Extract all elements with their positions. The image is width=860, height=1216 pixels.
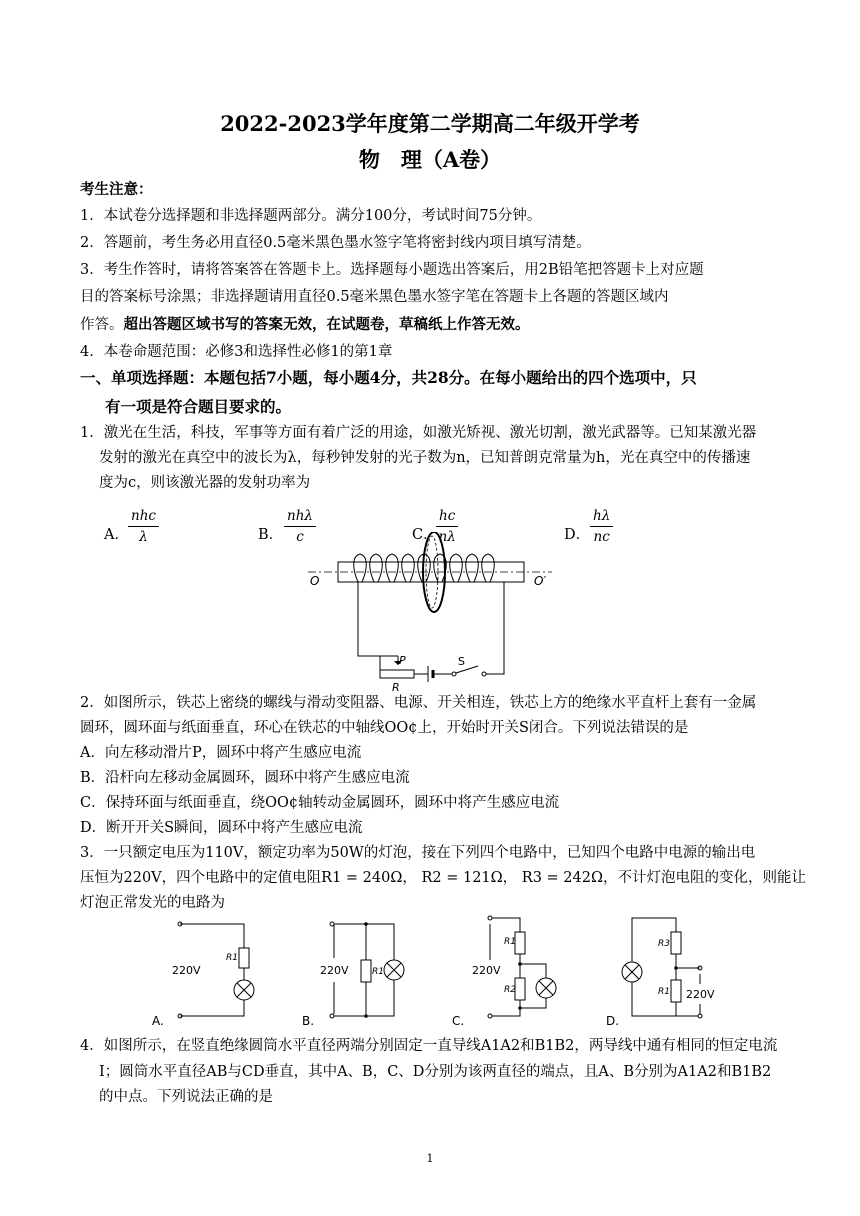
node — [364, 1014, 368, 1018]
node — [518, 962, 522, 966]
q1-option-b-num: nhλ — [284, 508, 316, 527]
q1-option-d-fraction — [590, 508, 613, 545]
q2-text-1: 2．如图所示，铁芯上密绕的螺线与滑动变阻器、电源、开关相连，铁芯上方的绝缘水平直杆上套有一金属 — [80, 695, 757, 711]
q3-text-2: 压恒为220V，四个电路中的定值电阻R1 = 240Ω， R2 = 121Ω， R3 = 242Ω，不计灯泡电阻的变化，则能让 — [80, 870, 806, 886]
terminal — [330, 922, 334, 926]
q1-option-a-fraction — [128, 508, 159, 545]
voltage-label: 220V — [472, 964, 501, 977]
q1-option-d-label: D． — [564, 527, 591, 543]
terminal — [330, 1014, 334, 1018]
terminal — [488, 916, 492, 920]
q1-text-3: 度为c，则该激光器的发射功率为 — [99, 475, 311, 491]
node — [674, 966, 678, 970]
notice-heading: 考生注意： — [80, 181, 153, 198]
exam-subtitle: 物 理（A卷） — [358, 147, 502, 172]
q3-text-1: 3．一只额定电压为110V，额定功率为50W的灯泡，接在下列四个电路中，已知四个电路中电源的输出电 — [80, 845, 756, 861]
q2-option-a: A．向左移动滑片P，圆环中将产生感应电流 — [80, 745, 362, 761]
notice-item-3-end — [80, 315, 530, 335]
r1-label: R1 — [504, 937, 516, 947]
resistor-r1 — [515, 932, 525, 954]
r1-label: R1 — [658, 987, 670, 997]
q1-option-c-label: C． — [412, 527, 438, 543]
terminal — [488, 1014, 492, 1018]
lead-right — [486, 582, 504, 674]
notice-item-3-cont: 目的答案标号涂黑；非选择题请用直径0.5毫米黑色墨水签字笔在答题卡上各题的答题区域内 — [80, 289, 669, 305]
exam-title: 2022-2023学年度第二学期高二年级开学考 — [220, 111, 640, 136]
lead-left — [358, 582, 380, 656]
terminal — [698, 1014, 702, 1018]
label-s: S — [458, 655, 465, 668]
notice-text: 作答。 — [80, 317, 124, 333]
switch-contact — [482, 672, 486, 676]
resistor-r1 — [671, 980, 681, 1002]
wire — [180, 1000, 244, 1016]
circuit-b — [300, 912, 420, 1027]
q1-option-b-den: c — [296, 529, 304, 545]
q2-option-d: D．断开开关S瞬间，圆环中将产生感应电流 — [80, 820, 363, 836]
resistor-r1 — [239, 948, 249, 968]
voltage-label: 220V — [686, 988, 715, 1001]
page-number: 1 — [426, 1152, 434, 1165]
node — [364, 922, 368, 926]
voltage-label: 220V — [320, 964, 349, 977]
circuit-c — [450, 912, 570, 1027]
q4-text-2: I；圆筒水平直径AB与CD垂直，其中A、B，C、D分别为该两直径的端点，且A、B分别为A1A2和B1B2 — [99, 1064, 772, 1080]
q1-text-1: 1．激光在生活，科技，军事等方面有着广泛的用途，如激光矫视、激光切割，激光武器等。已知某激光器 — [80, 425, 757, 441]
q1-option-d-num: hλ — [590, 508, 613, 527]
r1-label: R1 — [226, 953, 238, 963]
switch-pivot — [452, 672, 456, 676]
voltage-label: 220V — [172, 964, 201, 977]
circuit-d — [600, 912, 720, 1027]
q4-text-3: 的中点。下列说法正确的是 — [99, 1089, 273, 1105]
circuit-a — [150, 912, 270, 1027]
circuit-c-label: C. — [452, 1014, 465, 1027]
wire — [492, 918, 520, 932]
resistor-r1 — [361, 960, 371, 982]
q1-option-a-num: nhc — [128, 508, 159, 527]
notice-item-4: 4．本卷命题范围：必修3和选择性必修1的第1章 — [80, 344, 393, 360]
notice-item-1: 1．本试卷分选择题和非选择题两部分。满分100分，考试时间75分钟。 — [80, 208, 542, 224]
r2-label: R2 — [504, 985, 516, 995]
q3-text-3: 灯泡正常发光的电路为 — [80, 895, 225, 911]
q1-option-c-den: nλ — [438, 529, 456, 545]
q1-option-b-label: B． — [258, 527, 284, 543]
wire — [520, 964, 546, 978]
q2-option-b: B．沿杆向左移动金属圆环，圆环中将产生感应电流 — [80, 770, 410, 786]
q4-text-1: 4．如图所示，在竖直绝缘圆筒水平直径两端分别固定一直导线A1A2和B1B2，两导线中通有相同的恒定电流 — [80, 1038, 778, 1054]
rheostat — [380, 670, 414, 678]
q1-option-c-num: hc — [436, 508, 458, 527]
label-r: R — [392, 681, 400, 692]
section-1-heading: 一、单项选择题：本题包括7小题，每小题4分，共28分。在每小题给出的四个选项中，只 — [80, 368, 697, 387]
resistor-r3 — [671, 932, 681, 954]
notice-item-3: 3．考生作答时，请将答案答在答题卡上。选择题每小题选出答案后，用2B铅笔把答题卡上对应题 — [80, 262, 704, 278]
circuit-a-label: A. — [152, 1014, 164, 1027]
section-1-heading-cont: 有一项是符合题目要求的。 — [105, 397, 292, 416]
q1-option-d-den: nc — [593, 529, 610, 545]
notice-item-2: 2．答题前，考生务必用直径0.5毫米黑色墨水签字笔将密封线内项目填写清楚。 — [80, 235, 591, 251]
label-p: P — [399, 654, 406, 667]
r3-label: R3 — [658, 939, 670, 949]
q1-option-a-den: λ — [139, 529, 148, 545]
q2-text-2: 圆环，圆环面与纸面垂直，环心在铁芯的中轴线OO¢上，开始时开关S闭合。下列说法错误的是 — [80, 720, 689, 736]
wire — [180, 924, 244, 948]
q2-solenoid-figure — [300, 532, 560, 692]
wire — [492, 1000, 520, 1016]
node — [518, 1006, 522, 1010]
resistor-r2 — [515, 978, 525, 1000]
q1-option-a-label: A． — [104, 527, 129, 543]
circuit-b-label: B. — [302, 1014, 315, 1027]
label-o-prime: O′ — [534, 574, 547, 588]
r1-label: R1 — [372, 967, 384, 977]
q2-option-c: C．保持环面与纸面垂直，绕OO¢轴转动金属圆环，圆环中将产生感应电流 — [80, 795, 560, 811]
label-o: O — [310, 574, 320, 588]
q1-text-2: 发射的激光在真空中的波长为λ，每秒钟发射的光子数为n，已知普朗克常量为h，光在真空中的传播速 — [99, 450, 751, 466]
notice-warning: 超出答题区域书写的答案无效，在试题卷，草稿纸上作答无效。 — [123, 316, 530, 333]
circuit-d-label: D. — [606, 1014, 620, 1027]
